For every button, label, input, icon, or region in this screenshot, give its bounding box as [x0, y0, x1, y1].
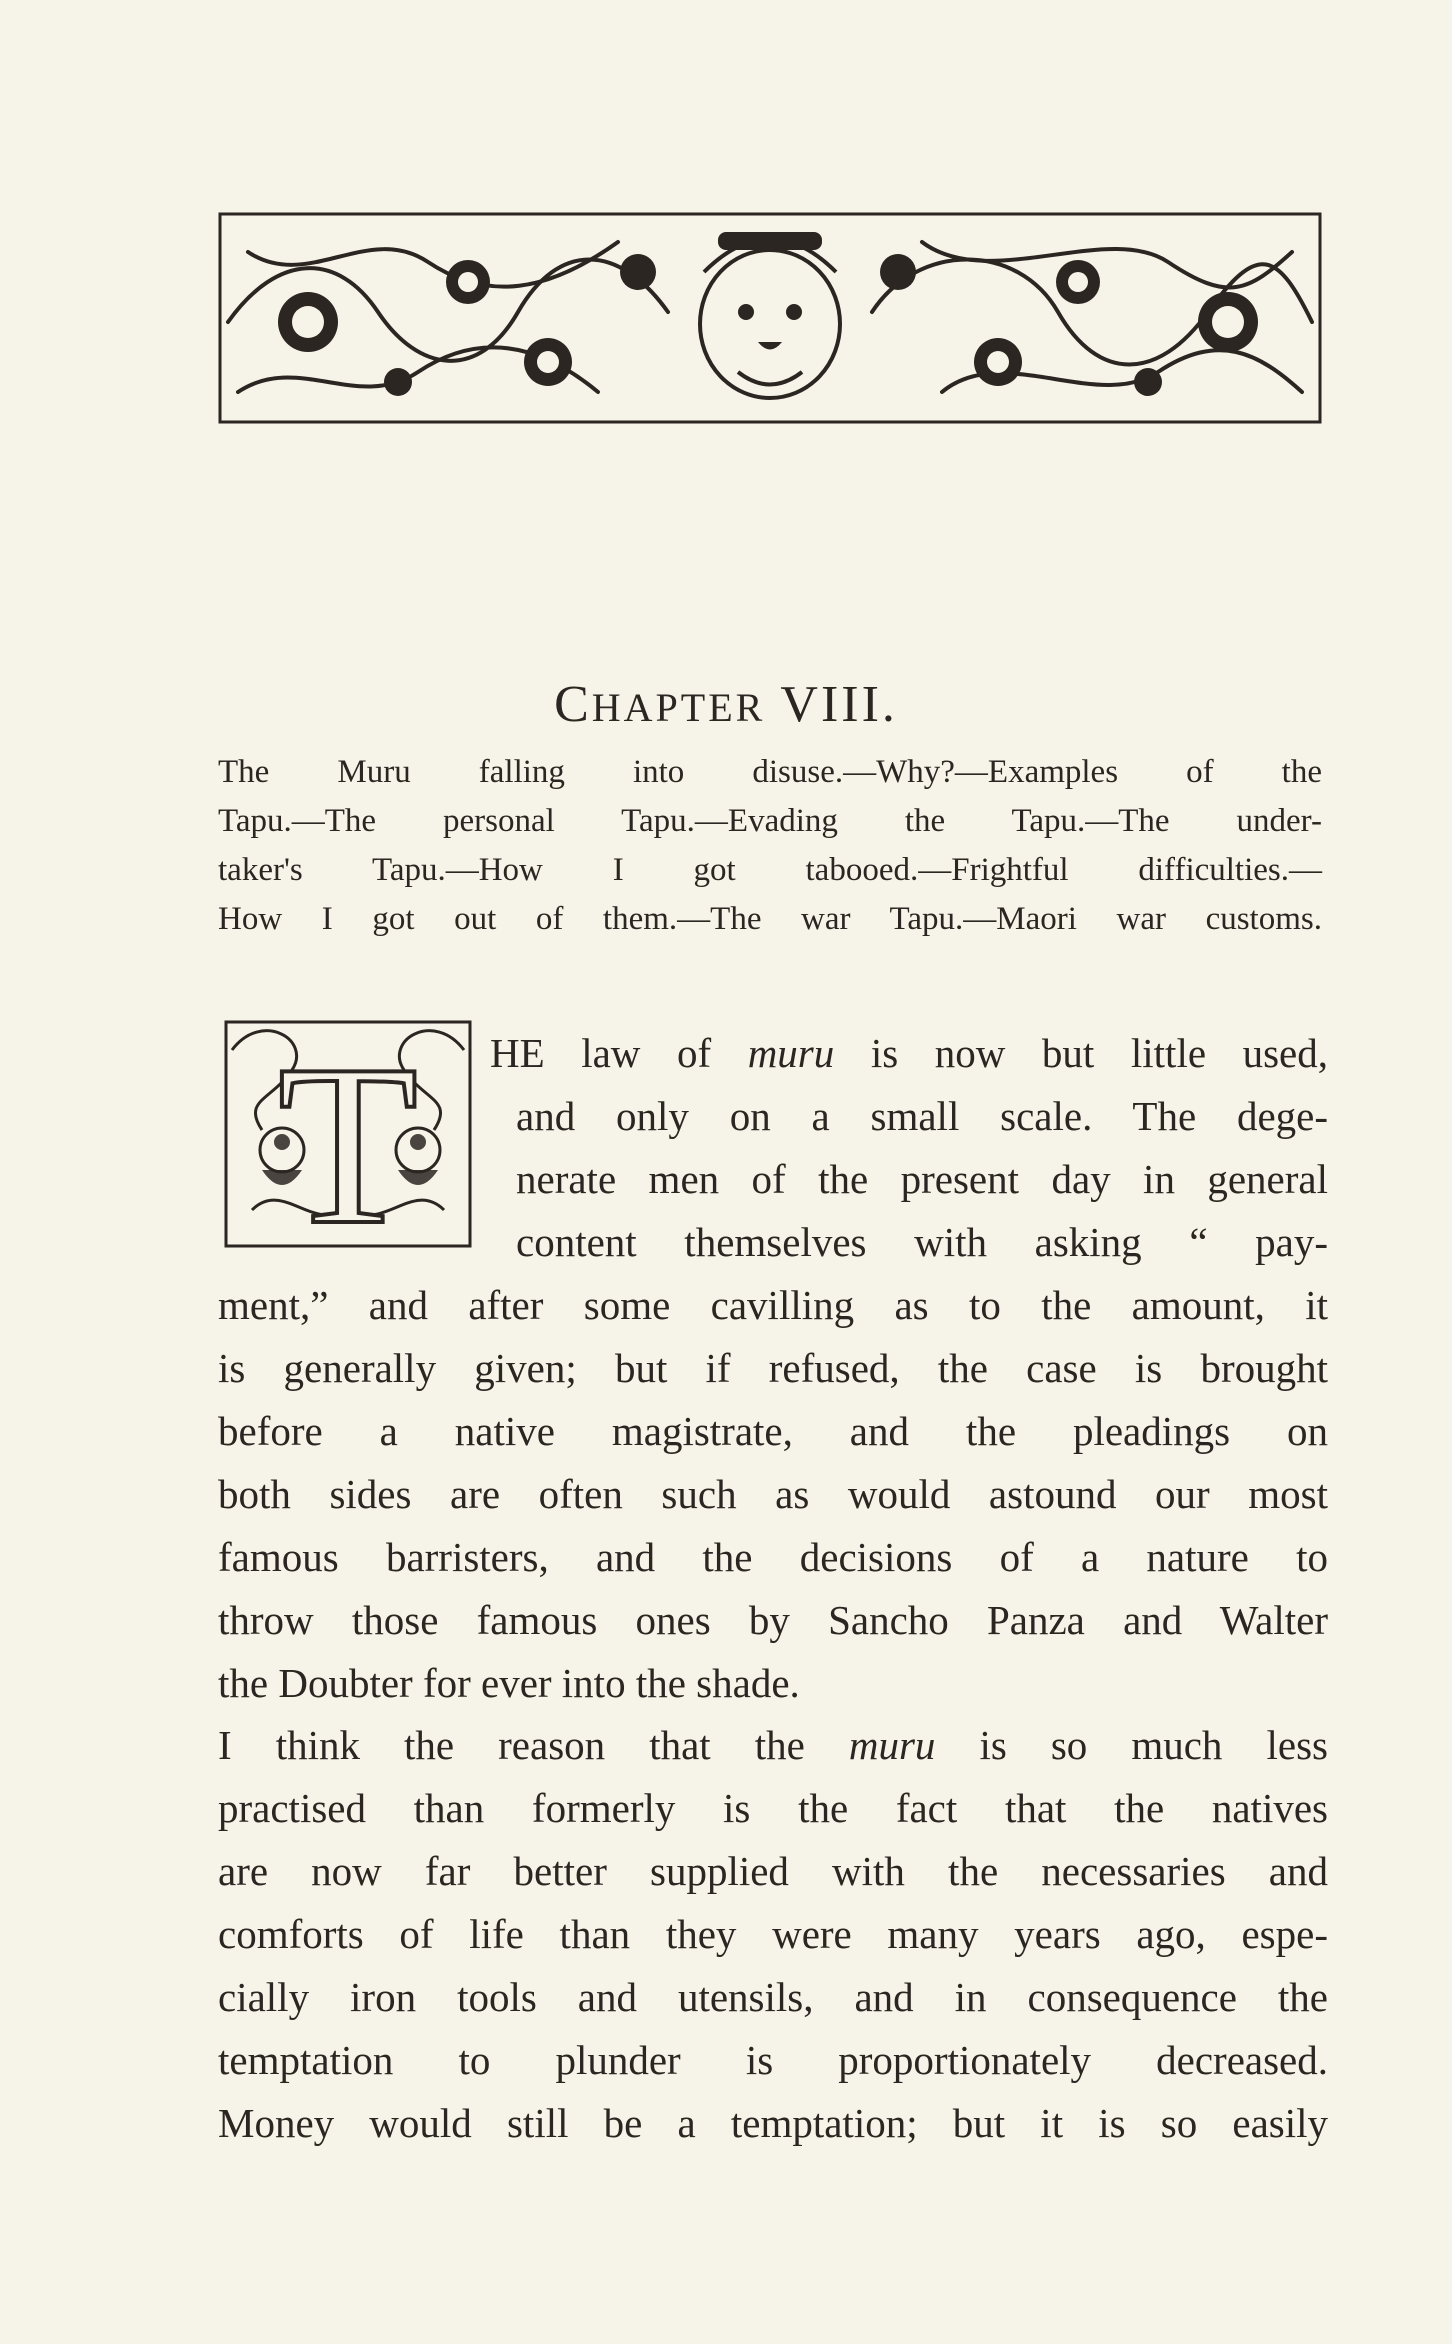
text-line: content themselves with asking “ pay- — [516, 1219, 1328, 1265]
text-line: comforts of life than they were many years ago, espe- — [218, 1911, 1328, 1957]
summary-line: taker's Tapu.—How I got tabooed.—Frightful difficulties.— — [218, 852, 1322, 888]
chapter-title-word: HAPTER — [591, 684, 766, 730]
text-line: cially iron tools and utensils, and in consequence the — [218, 1974, 1328, 2020]
text-line: is generally given; but if refused, the case is brought — [218, 1345, 1328, 1391]
drop-cap-letter: T — [277, 1017, 419, 1252]
text-line: the Doubter for ever into the shade. — [218, 1660, 800, 1706]
paragraph-1-lead — [490, 1022, 1328, 1274]
summary-line: The Muru falling into disuse.—Why?—Examples of the — [218, 754, 1322, 790]
drop-cap-ornament-icon — [222, 1010, 474, 1252]
chapter-summary — [218, 748, 1322, 944]
ornamental-headpiece — [218, 212, 1322, 424]
text-line: practised than formerly is the fact that the natives — [218, 1785, 1328, 1831]
text-line: I think the reason that the muru is so much less — [218, 1722, 1328, 1768]
chapter-title — [0, 675, 1452, 734]
text-line: Money would still be a temptation; but it is so easily — [218, 2100, 1328, 2146]
text-line: are now far better supplied with the necessaries and — [218, 1848, 1328, 1894]
text-line: ment,” and after some cavilling as to the amount, it — [218, 1282, 1328, 1328]
text-line: famous barristers, and the decisions of a nature to — [218, 1534, 1328, 1580]
text-line: before a native magistrate, and the pleadings on — [218, 1408, 1328, 1454]
text-line: throw those famous ones by Sancho Panza and Walter — [218, 1597, 1328, 1643]
text-line: both sides are often such as would astound our most — [218, 1471, 1328, 1517]
chapter-title-cap: C — [554, 675, 592, 733]
foliage-ornament-icon — [218, 212, 1322, 424]
chapter-number: VIII. — [780, 675, 898, 733]
text-line: nerate men of the present day in general — [516, 1156, 1328, 1202]
summary-line: Tapu.—The personal Tapu.—Evading the Tapu.—The under- — [218, 803, 1322, 839]
paragraph-2 — [218, 1714, 1328, 2155]
text-line: and only on a small scale. The dege- — [516, 1093, 1328, 1139]
text-line: temptation to plunder is proportionately decreased. — [218, 2037, 1328, 2083]
decorated-initial — [222, 1010, 474, 1252]
summary-line: How I got out of them.—The war Tapu.—Maori war customs. — [218, 901, 1322, 937]
text-line: HE law of muru is now but little used, — [490, 1030, 1328, 1076]
paragraph-1-body — [218, 1274, 1328, 1715]
